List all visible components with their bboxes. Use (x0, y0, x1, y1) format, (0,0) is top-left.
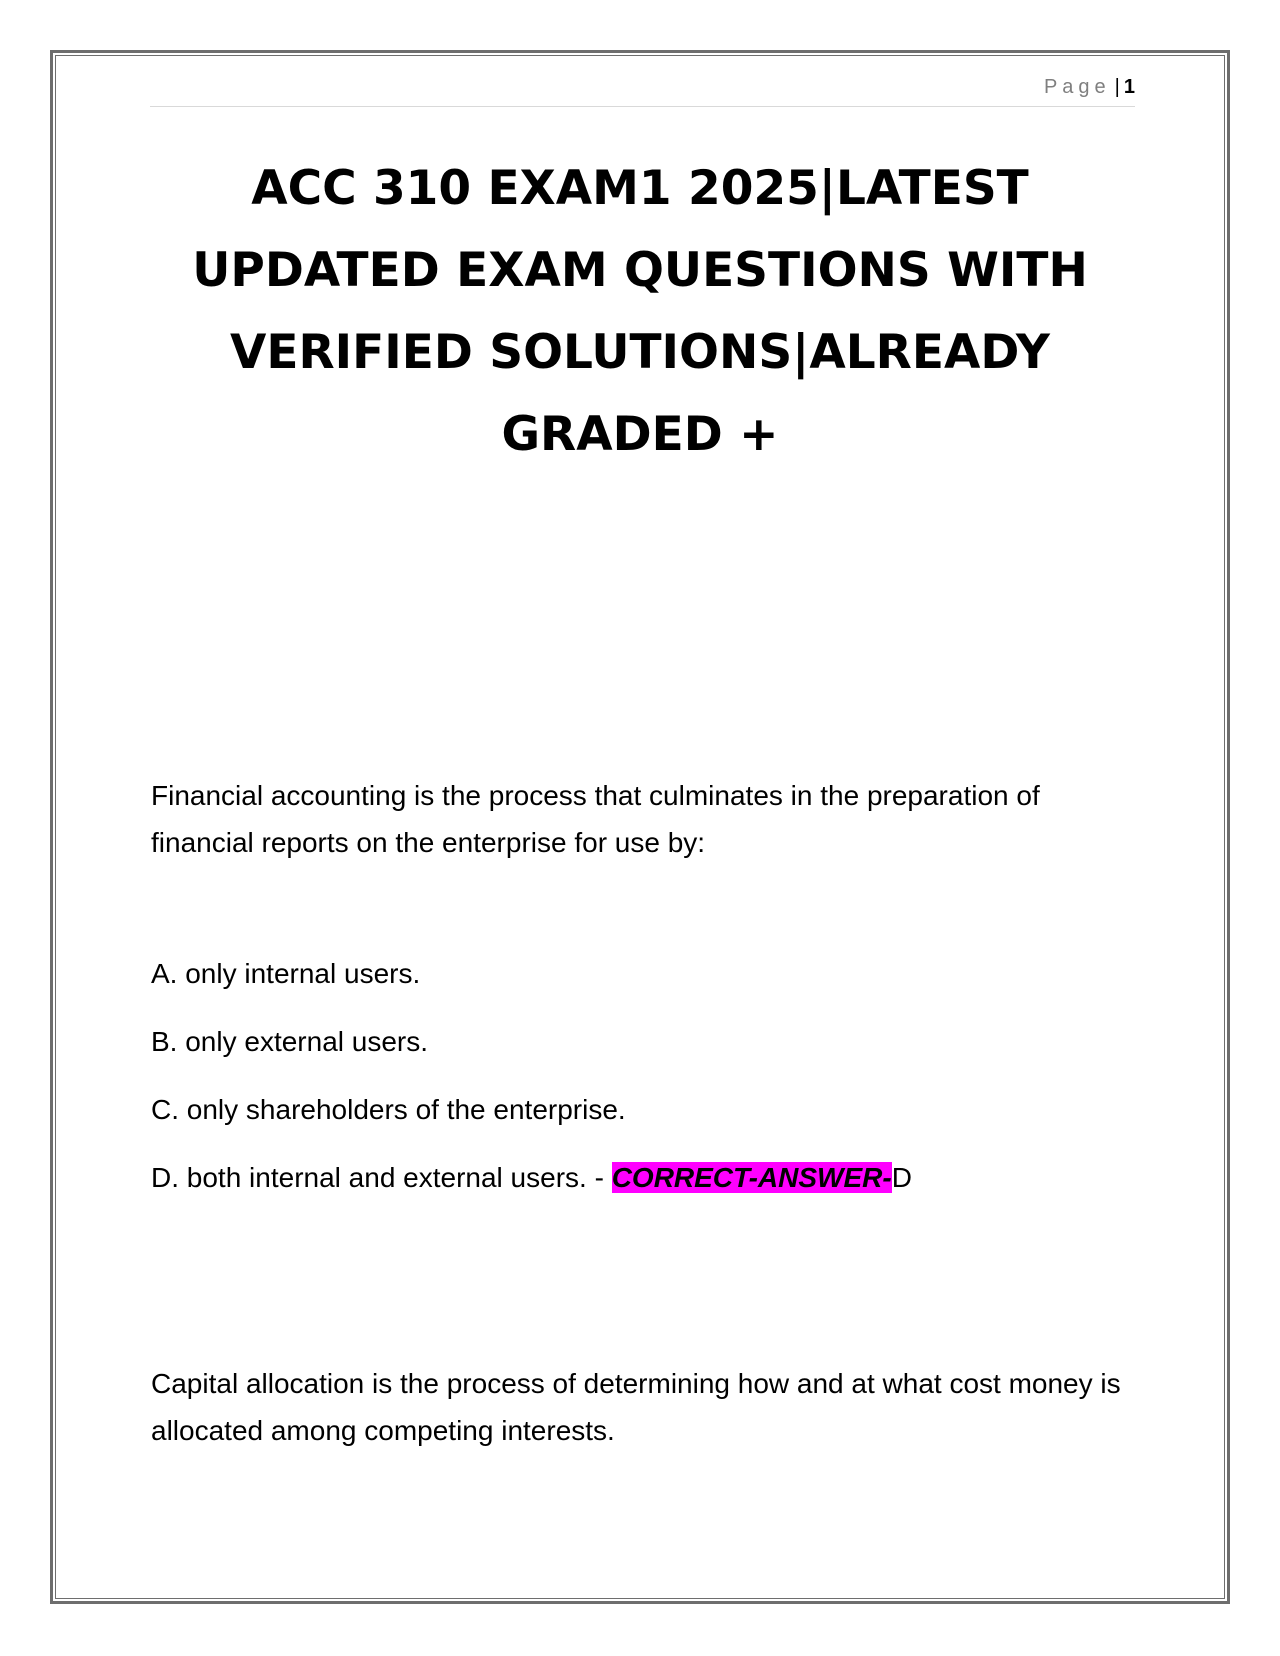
page-separator: | (1114, 76, 1120, 98)
correct-answer-label: CORRECT-ANSWER- (611, 1162, 892, 1193)
page-number: 1 (1123, 76, 1135, 98)
correct-answer-value: D (891, 1162, 912, 1193)
question-1-option-c: C. only shareholders of the enterprise. (151, 1094, 626, 1125)
question-2-text: Capital allocation is the process of determining how and at what cost money is allocated among competing interests. (151, 1368, 1121, 1446)
document-title (140, 148, 1140, 476)
title-line-2: UPDATED EXAM QUESTIONS WITH (192, 243, 1088, 298)
title-line-3: VERIFIED SOLUTIONS|ALREADY (230, 325, 1050, 380)
title-line-4: GRADED + (501, 407, 779, 462)
question-1-option-d (151, 1160, 1131, 1196)
question-1-text: Financial accounting is the process that culminates in the preparation of financial reports on the enterprise for use by: (151, 780, 1040, 858)
option-d-text: D. both internal and external users. - (151, 1162, 612, 1193)
page-label: Page (1043, 76, 1111, 98)
title-line-1: ACC 310 EXAM1 2025|LATEST (251, 161, 1029, 216)
question-1-option-b: B. only external users. (151, 1026, 429, 1057)
question-1-option-a: A. only internal users. (151, 958, 421, 989)
page-header (150, 76, 1135, 107)
